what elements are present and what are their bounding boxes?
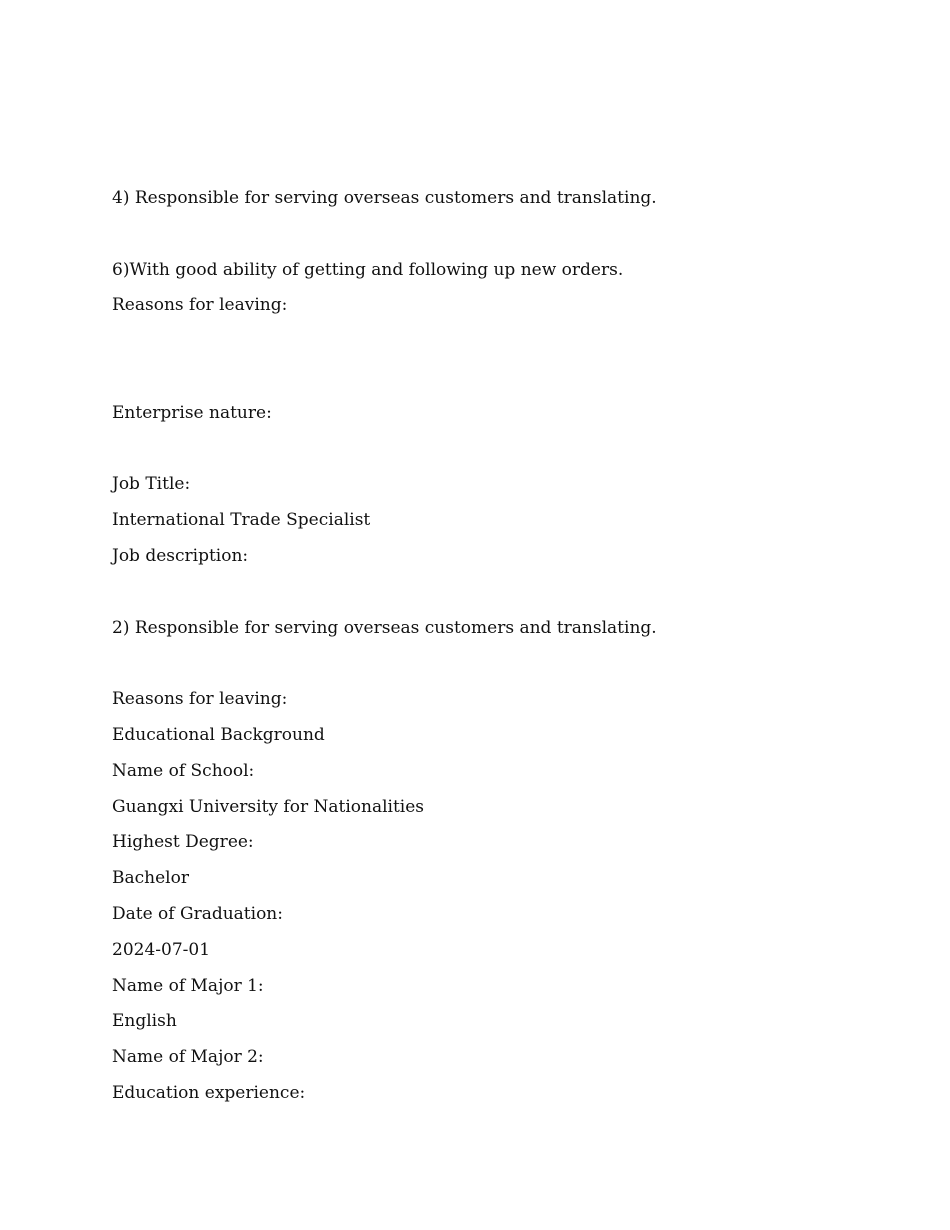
blank-line <box>112 360 872 396</box>
job-title-label: Job Title: <box>112 474 191 495</box>
reasons-for-leaving-label: Reasons for leaving: <box>112 689 288 710</box>
enterprise-nature-label: Enterprise nature: <box>112 402 272 423</box>
major-1-value: English <box>112 1011 177 1032</box>
duty-line-4: 4) Responsible for serving overseas customers and translating. <box>112 188 657 208</box>
job-description-label: Job description: <box>112 545 249 566</box>
highest-degree-value: Bachelor <box>112 868 189 889</box>
school-name-value: Guangxi University for Nationalities <box>112 796 425 817</box>
reasons-for-leaving-label: Reasons for leaving: <box>112 295 288 316</box>
school-name-label: Name of School: <box>112 760 255 781</box>
blank-line <box>112 646 872 682</box>
graduation-date-value: 2024-07-01 <box>112 939 211 960</box>
duty-line-6: 6)With good ability of getting and following up new orders. <box>112 259 624 280</box>
highest-degree-label: Highest Degree: <box>112 832 254 853</box>
major-1-label: Name of Major 1: <box>112 975 264 996</box>
job-title-value: International Trade Specialist <box>112 510 371 531</box>
education-experience-label: Education experience: <box>112 1082 306 1103</box>
blank-line <box>112 324 872 360</box>
educational-background-heading: Educational Background <box>112 724 325 745</box>
graduation-date-label: Date of Graduation: <box>112 903 283 924</box>
major-2-label: Name of Major 2: <box>112 1047 264 1068</box>
blank-line <box>112 575 872 611</box>
blank-line <box>112 432 872 468</box>
blank-line <box>112 217 872 253</box>
duty-line-2: 2) Responsible for serving overseas customers and translating. <box>112 617 657 638</box>
document-body <box>112 181 872 1112</box>
